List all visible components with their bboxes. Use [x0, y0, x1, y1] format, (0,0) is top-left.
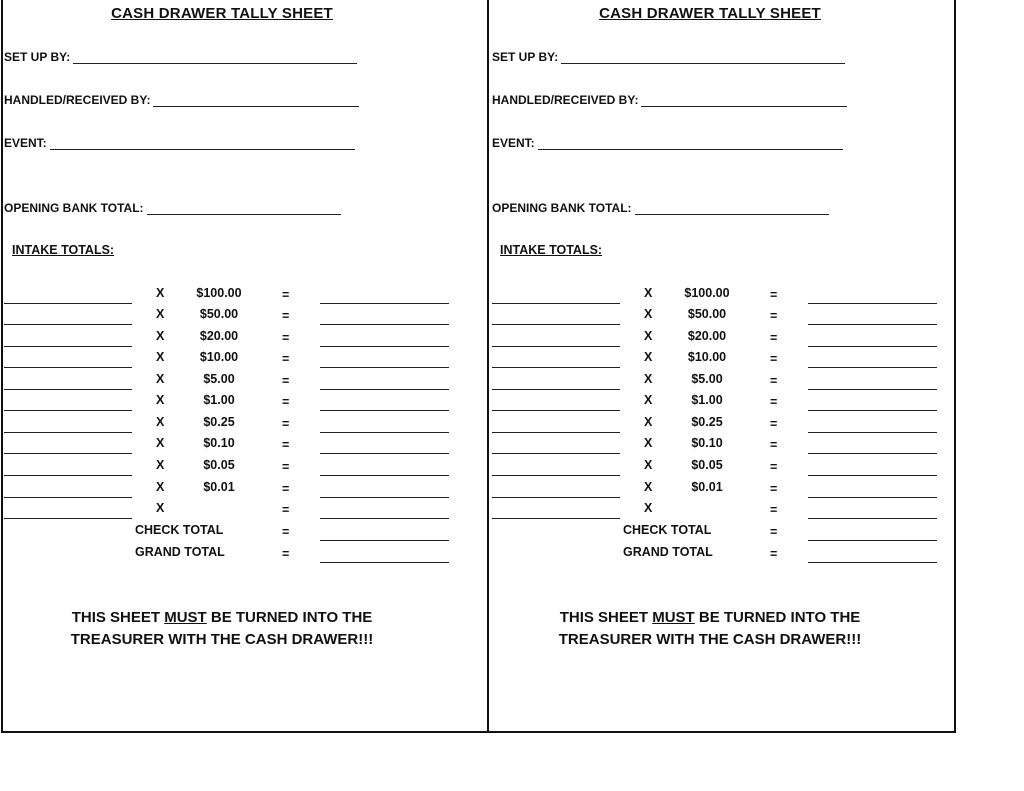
denomination-row: [0, 350, 487, 370]
amount-blank[interactable]: [320, 324, 449, 325]
amount-blank[interactable]: [808, 518, 937, 519]
times-symbol: X: [156, 372, 165, 386]
amount-blank[interactable]: [808, 303, 937, 304]
amount-blank[interactable]: [320, 432, 449, 433]
equals-symbol: =: [770, 547, 778, 561]
setup-by-field: [4, 50, 357, 64]
quantity-blank[interactable]: [4, 410, 132, 411]
quantity-blank[interactable]: [492, 518, 620, 519]
setup-by-field-blank[interactable]: [561, 52, 845, 64]
equals-symbol: =: [282, 374, 290, 388]
tally-sheet-left: [0, 0, 487, 733]
denomination-row: [0, 501, 487, 521]
denomination-value: $10.00: [199, 350, 239, 364]
denomination-row: [488, 286, 975, 306]
quantity-blank[interactable]: [4, 432, 132, 433]
equals-symbol: =: [770, 352, 778, 366]
times-symbol: X: [156, 501, 165, 515]
times-symbol: X: [156, 415, 165, 429]
denomination-value: $50.00: [687, 307, 727, 321]
check-total-row-blank[interactable]: [808, 540, 937, 541]
denomination-value: $0.05: [691, 458, 723, 472]
denomination-row: [488, 393, 975, 413]
times-symbol: X: [644, 458, 653, 472]
denomination-value: $0.01: [691, 480, 723, 494]
amount-blank[interactable]: [808, 475, 937, 476]
quantity-blank[interactable]: [492, 497, 620, 498]
denomination-value: $100.00: [684, 286, 730, 300]
denomination-row: [0, 393, 487, 413]
times-symbol: X: [156, 458, 165, 472]
notice-text-start: THIS SHEET: [559, 609, 653, 626]
times-symbol: X: [644, 480, 653, 494]
equals-symbol: =: [282, 352, 290, 366]
denomination-row: [488, 350, 975, 370]
handled-received-field-label: HANDLED/RECEIVED BY:: [4, 93, 151, 107]
grand-total-row: [488, 545, 975, 565]
denomination-row: [0, 458, 487, 478]
amount-blank[interactable]: [808, 432, 937, 433]
equals-symbol: =: [282, 331, 290, 345]
denomination-value: $1.00: [691, 393, 723, 407]
denomination-row: [0, 329, 487, 349]
event-field: [4, 136, 355, 150]
equals-symbol: =: [282, 309, 290, 323]
event-field-label: EVENT:: [4, 136, 47, 150]
times-symbol: X: [156, 307, 165, 321]
quantity-blank[interactable]: [492, 303, 620, 304]
quantity-blank[interactable]: [4, 453, 132, 454]
equals-symbol: =: [282, 395, 290, 409]
times-symbol: X: [644, 415, 653, 429]
check-total-row: [0, 523, 487, 543]
equals-symbol: =: [770, 331, 778, 345]
quantity-blank[interactable]: [492, 410, 620, 411]
amount-blank[interactable]: [320, 475, 449, 476]
denomination-row: [488, 307, 975, 327]
opening-bank-total-field-blank[interactable]: [635, 203, 829, 215]
notice-text-end: BE TURNED INTO THE: [694, 609, 861, 626]
setup-by-field-label: SET UP BY:: [4, 50, 71, 64]
check-total-row-label: CHECK TOTAL: [623, 523, 712, 537]
opening-bank-total-field-blank[interactable]: [147, 203, 341, 215]
denomination-value: $0.10: [203, 436, 235, 450]
grand-total-row-label: GRAND TOTAL: [135, 545, 225, 559]
handled-received-field-blank[interactable]: [153, 95, 359, 107]
event-field: [492, 136, 843, 150]
notice-text-start: THIS SHEET: [71, 609, 165, 626]
denomination-row: [0, 286, 487, 306]
quantity-blank[interactable]: [4, 518, 132, 519]
denomination-row: [0, 415, 487, 435]
quantity-blank[interactable]: [4, 324, 132, 325]
times-symbol: X: [644, 501, 653, 515]
notice-line-1: [488, 607, 932, 629]
denomination-row: [0, 372, 487, 392]
equals-symbol: =: [770, 460, 778, 474]
denomination-row: [488, 436, 975, 456]
amount-blank[interactable]: [808, 324, 937, 325]
amount-blank[interactable]: [808, 410, 937, 411]
denomination-row: [488, 415, 975, 435]
amount-blank[interactable]: [320, 303, 449, 304]
grand-total-row-blank[interactable]: [808, 562, 937, 563]
equals-symbol: =: [770, 438, 778, 452]
notice-line-2: TREASURER WITH THE CASH DRAWER!!!: [70, 631, 374, 648]
denomination-value: $100.00: [196, 286, 242, 300]
equals-symbol: =: [282, 525, 290, 539]
handled-received-field: [4, 93, 359, 107]
equals-symbol: =: [770, 374, 778, 388]
denomination-value: $20.00: [687, 329, 727, 343]
check-total-row-blank[interactable]: [320, 540, 449, 541]
quantity-blank[interactable]: [492, 432, 620, 433]
opening-bank-total-field-label: OPENING BANK TOTAL:: [4, 201, 144, 215]
equals-symbol: =: [282, 417, 290, 431]
notice-emphasis: MUST: [164, 609, 207, 626]
denomination-value: $0.25: [691, 415, 723, 429]
handled-received-field-label: HANDLED/RECEIVED BY:: [492, 93, 639, 107]
equals-symbol: =: [770, 309, 778, 323]
times-symbol: X: [644, 436, 653, 450]
opening-bank-total-field-label: OPENING BANK TOTAL:: [492, 201, 632, 215]
equals-symbol: =: [282, 503, 290, 517]
quantity-blank[interactable]: [4, 303, 132, 304]
quantity-blank[interactable]: [492, 453, 620, 454]
amount-blank[interactable]: [808, 497, 937, 498]
handled-received-field: [492, 93, 847, 107]
quantity-blank[interactable]: [492, 389, 620, 390]
notice-line-1: [0, 607, 444, 629]
denomination-value: $0.25: [203, 415, 235, 429]
equals-symbol: =: [282, 547, 290, 561]
denomination-row: [488, 372, 975, 392]
grand-total-row: [0, 545, 487, 565]
equals-symbol: =: [770, 417, 778, 431]
times-symbol: X: [156, 286, 165, 300]
treasurer-notice: [0, 607, 444, 651]
times-symbol: X: [156, 480, 165, 494]
equals-symbol: =: [282, 438, 290, 452]
amount-blank[interactable]: [808, 453, 937, 454]
quantity-blank[interactable]: [492, 324, 620, 325]
denomination-value: $0.10: [691, 436, 723, 450]
sheet-title: CASH DRAWER TALLY SHEET: [111, 5, 333, 22]
denomination-row: [0, 436, 487, 456]
event-field-blank[interactable]: [50, 138, 355, 150]
denomination-value: $20.00: [199, 329, 239, 343]
amount-blank[interactable]: [320, 518, 449, 519]
quantity-blank[interactable]: [4, 497, 132, 498]
opening-bank-total-field: [492, 201, 829, 215]
denomination-value: $10.00: [687, 350, 727, 364]
denomination-row: [488, 458, 975, 478]
times-symbol: X: [644, 329, 653, 343]
equals-symbol: =: [770, 395, 778, 409]
treasurer-notice: [488, 607, 932, 651]
grand-total-row-label: GRAND TOTAL: [623, 545, 713, 559]
quantity-blank[interactable]: [4, 389, 132, 390]
event-field-blank[interactable]: [538, 138, 843, 150]
notice-line-2: TREASURER WITH THE CASH DRAWER!!!: [558, 631, 862, 648]
denomination-value: $0.05: [203, 458, 235, 472]
quantity-blank[interactable]: [492, 367, 620, 368]
times-symbol: X: [644, 393, 653, 407]
amount-blank[interactable]: [320, 346, 449, 347]
amount-blank[interactable]: [808, 367, 937, 368]
amount-blank[interactable]: [320, 389, 449, 390]
equals-symbol: =: [282, 482, 290, 496]
denomination-value: $50.00: [199, 307, 239, 321]
amount-blank[interactable]: [320, 453, 449, 454]
setup-by-field-blank[interactable]: [73, 52, 357, 64]
amount-blank[interactable]: [320, 410, 449, 411]
notice-text-end: BE TURNED INTO THE: [206, 609, 373, 626]
intake-totals-heading: INTAKE TOTALS:: [12, 243, 115, 257]
times-symbol: X: [644, 286, 653, 300]
denomination-value: $0.01: [203, 480, 235, 494]
quantity-blank[interactable]: [492, 346, 620, 347]
setup-by-field: [492, 50, 845, 64]
quantity-blank[interactable]: [492, 475, 620, 476]
times-symbol: X: [156, 436, 165, 450]
setup-by-field-label: SET UP BY:: [492, 50, 559, 64]
times-symbol: X: [644, 372, 653, 386]
equals-symbol: =: [770, 503, 778, 517]
denomination-row: [488, 480, 975, 500]
check-total-row: [488, 523, 975, 543]
denomination-value: $5.00: [691, 372, 723, 386]
equals-symbol: =: [770, 288, 778, 302]
tally-sheet-right: [488, 0, 975, 733]
grand-total-row-blank[interactable]: [320, 562, 449, 563]
intake-totals-heading: INTAKE TOTALS:: [500, 243, 603, 257]
equals-symbol: =: [282, 288, 290, 302]
notice-emphasis: MUST: [652, 609, 695, 626]
times-symbol: X: [644, 307, 653, 321]
amount-blank[interactable]: [320, 367, 449, 368]
amount-blank[interactable]: [320, 497, 449, 498]
equals-symbol: =: [282, 460, 290, 474]
denomination-row: [0, 307, 487, 327]
event-field-label: EVENT:: [492, 136, 535, 150]
amount-blank[interactable]: [808, 389, 937, 390]
sheet-title: CASH DRAWER TALLY SHEET: [599, 5, 821, 22]
denomination-value: $1.00: [203, 393, 235, 407]
quantity-blank[interactable]: [4, 475, 132, 476]
denomination-row: [488, 501, 975, 521]
denomination-row: [0, 480, 487, 500]
amount-blank[interactable]: [808, 346, 937, 347]
quantity-blank[interactable]: [4, 367, 132, 368]
check-total-row-label: CHECK TOTAL: [135, 523, 224, 537]
handled-received-field-blank[interactable]: [641, 95, 847, 107]
opening-bank-total-field: [4, 201, 341, 215]
times-symbol: X: [156, 393, 165, 407]
times-symbol: X: [156, 329, 165, 343]
denomination-value: $5.00: [203, 372, 235, 386]
equals-symbol: =: [770, 525, 778, 539]
denomination-row: [488, 329, 975, 349]
equals-symbol: =: [770, 482, 778, 496]
quantity-blank[interactable]: [4, 346, 132, 347]
times-symbol: X: [156, 350, 165, 364]
times-symbol: X: [644, 350, 653, 364]
